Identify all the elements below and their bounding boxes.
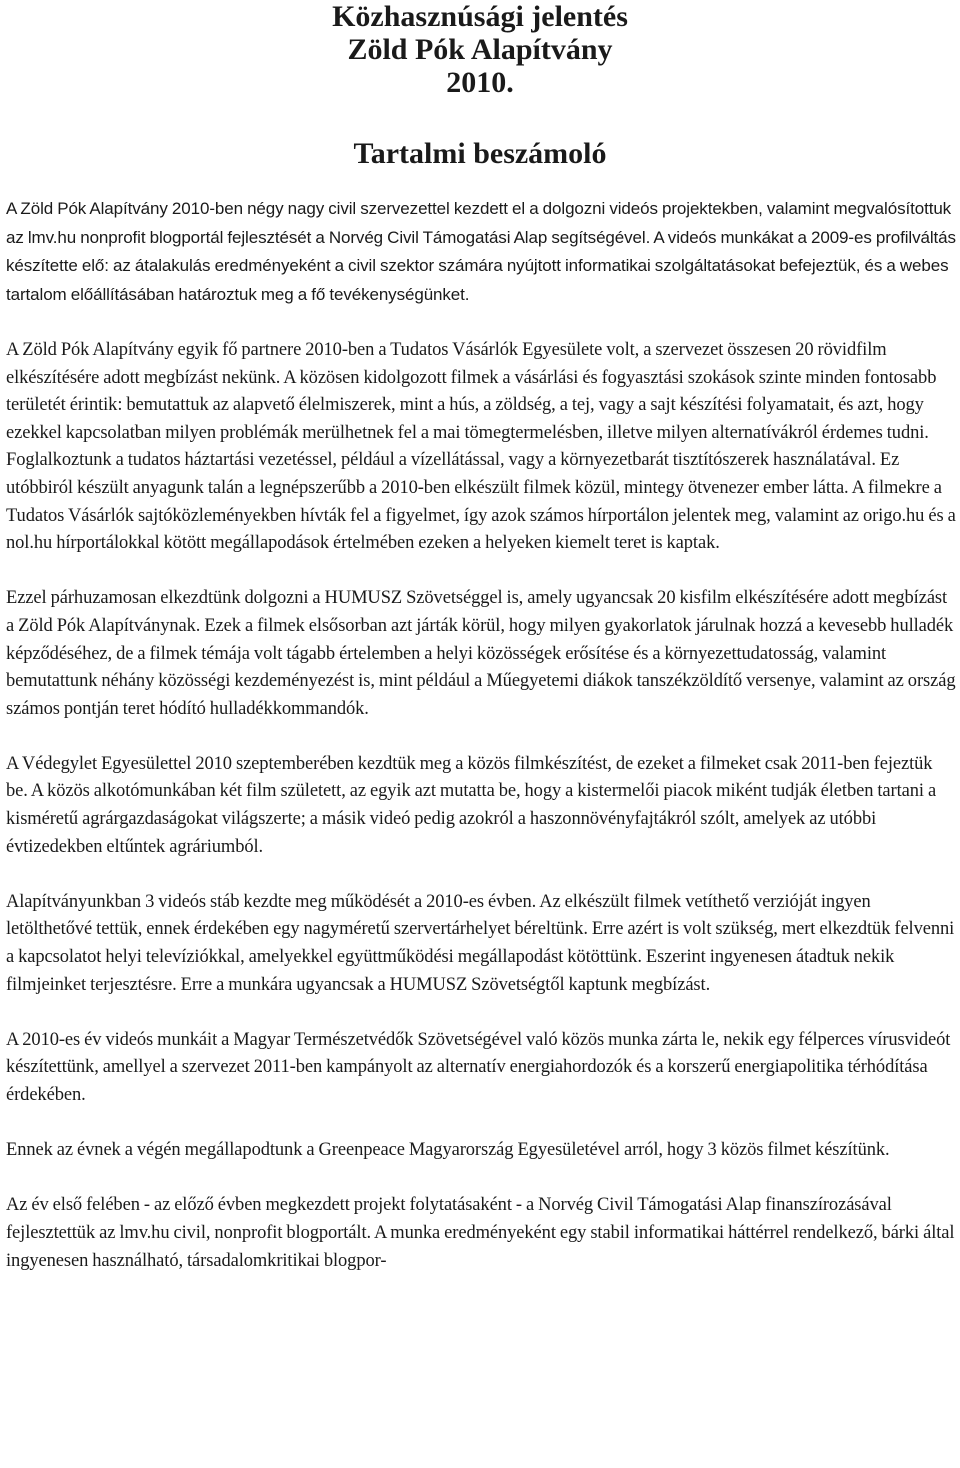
title-line-1: Közhasznúsági jelentés [332, 0, 628, 33]
paragraph-intro-part2: A videós munkákat a 2009-es profilváltás készítette elő: az átalakulás eredményeként a civil szektor számára nyújtott informatikai szolgáltatásokat befejeztük, és a webes tartalom előállításában határoztuk meg a fő tevékenységünket. [6, 227, 956, 304]
title-line-2: Zöld Pók Alapítvány [347, 33, 613, 66]
paragraph-vedegylet: A Védegylet Egyesülettel 2010 szeptemberében kezdtük meg a közös filmkészítést, de ezeket a filmeket csak 2011-ben fejeztük be. A közös alkotómunkában két film született, az egyik azt mutatta be, hogy a kistermelői piacok miként tudják életben tartani a kisméretű agrárgazdaságokat világszerte; a másik videó pedig azokról a haszonnövényfajtákról szólt, amelyek az utóbbi évtizedekben eltűntek agráriumból. [6, 753, 937, 857]
paragraph-greenpeace: Ennek az évnek a végén megállapodtunk a Greenpeace Magyarország Egyesületével arról, hogy 3 közös filmet készítünk. [6, 1140, 890, 1161]
paragraph-intro [6, 195, 956, 309]
paragraph-tudatos-vasarlok: A Zöld Pók Alapítvány egyik fő partnere 2010-ben a Tudatos Vásárlók Egyesülete volt, a szervezet összesen 20 rövidfilm elkészítésére adott megbízást nekünk. A közösen kidolgozott filmek a vásárlási és fogyasztási szokások szinte minden fontosabb területét érintik: bemutattuk az alapvető élelmiszerek, mint a hús, a zöldség, a tej, vagy a sajt készítési folyamatait, és azt, hogy ezekkel kapcsolatban milyen problémák merülhetnek fel a mai tömegtermelésben, illetve milyen alternatívákról érdemes tudni. Foglalkoztunk a tudatos háztartási vezetéssel, például a vízellátással, vagy a környezetbarát tisztítószerek használatával. Ez utóbbiról készült anyagunk talán a legnépszerűbb a 2010-ben elkészült filmek közül, mintegy ötvenezer ember látta. A filmekre a Tudatos Vásárlók sajtóközleményekben hívták fel a figyelmet, így azok számos hírportálon jelentek meg, valamint az origo.hu és a nol.hu hírportálokkal kötött megállapodások értelmében ezeken a helyeken kiemelt teret is kaptak. [6, 339, 956, 554]
paragraph-lmv-blogportal: Az év első felében - az előző évben megkezdett projekt folytatásaként - a Norvég Civil Támogatási Alap finanszírozásával fejlesztettük az lmv.hu civil, nonprofit blogportált. A munka eredményeként egy stabil informatikai háttérrel rendelkező, bárki által ingyenesen használható, társadalomkritikai blogpor- [6, 1195, 955, 1271]
paragraph-intro-part1: A Zöld Pók Alapítvány 2010-ben négy nagy civil szervezettel kezdett el a dolgozni videós projektekben, valamint megvalósítottuk az lmv.hu nonprofit blogportál fejlesztését a Norvég Civil Támogatási Alap segítségével. [6, 199, 952, 247]
report-body [6, 195, 956, 1303]
report-title [0, 0, 960, 99]
section-title: Tartalmi beszámoló [353, 137, 607, 170]
paragraph-mtvsz: A 2010-es év videós munkáit a Magyar Természetvédők Szövetségével való közös munka zárta le, nekik egy félperces vírusvideót készítettünk, amellyel a szervezet 2011-ben kampányolt az alternatív energiahordozók és a korszerű energiapolitika térhódítása érdekében. [6, 1029, 951, 1105]
title-line-3: 2010. [446, 66, 514, 99]
paragraph-video-crews: Alapítványunkban 3 videós stáb kezdte meg működését a 2010-es évben. Az elkészült filmek vetíthető verzióját ingyen letölthetővé tettük, ennek érdekében egy nagyméretű szervertárhelyet béreltünk. Erre azért is volt szükség, mert elkezdtük felvenni a kapcsolatot helyi televíziókkal, amelyekkel együttműködési megállapodást kötöttünk. Eszerint ingyenesen átadtuk nekik filmjeinket terjesztésre. Erre a munkára ugyancsak a HUMUSZ Szövetségtől kaptunk megbízást. [6, 891, 955, 995]
paragraph-humusz: Ezzel párhuzamosan elkezdtünk dolgozni a HUMUSZ Szövetséggel is, amely ugyancsak 20 kisfilm elkészítésére adott megbízást a Zöld Pók Alapítványnak. Ezek a filmek elsősorban azt járták körül, hogy milyen gyakorlatok járulnak hozzá a kevesebb hulladék képződéséhez, de a filmek témája volt tágabb értelemben a helyi közösségek erősítése és a környezettudatosság, valamint bemutattunk néhány közösségi kezdeményezést is, mint például a Műegyetemi diákok tanszékzöldítő versenye, valamint az ország számos pontján teret hódító hulladékkommandók. [6, 588, 956, 719]
